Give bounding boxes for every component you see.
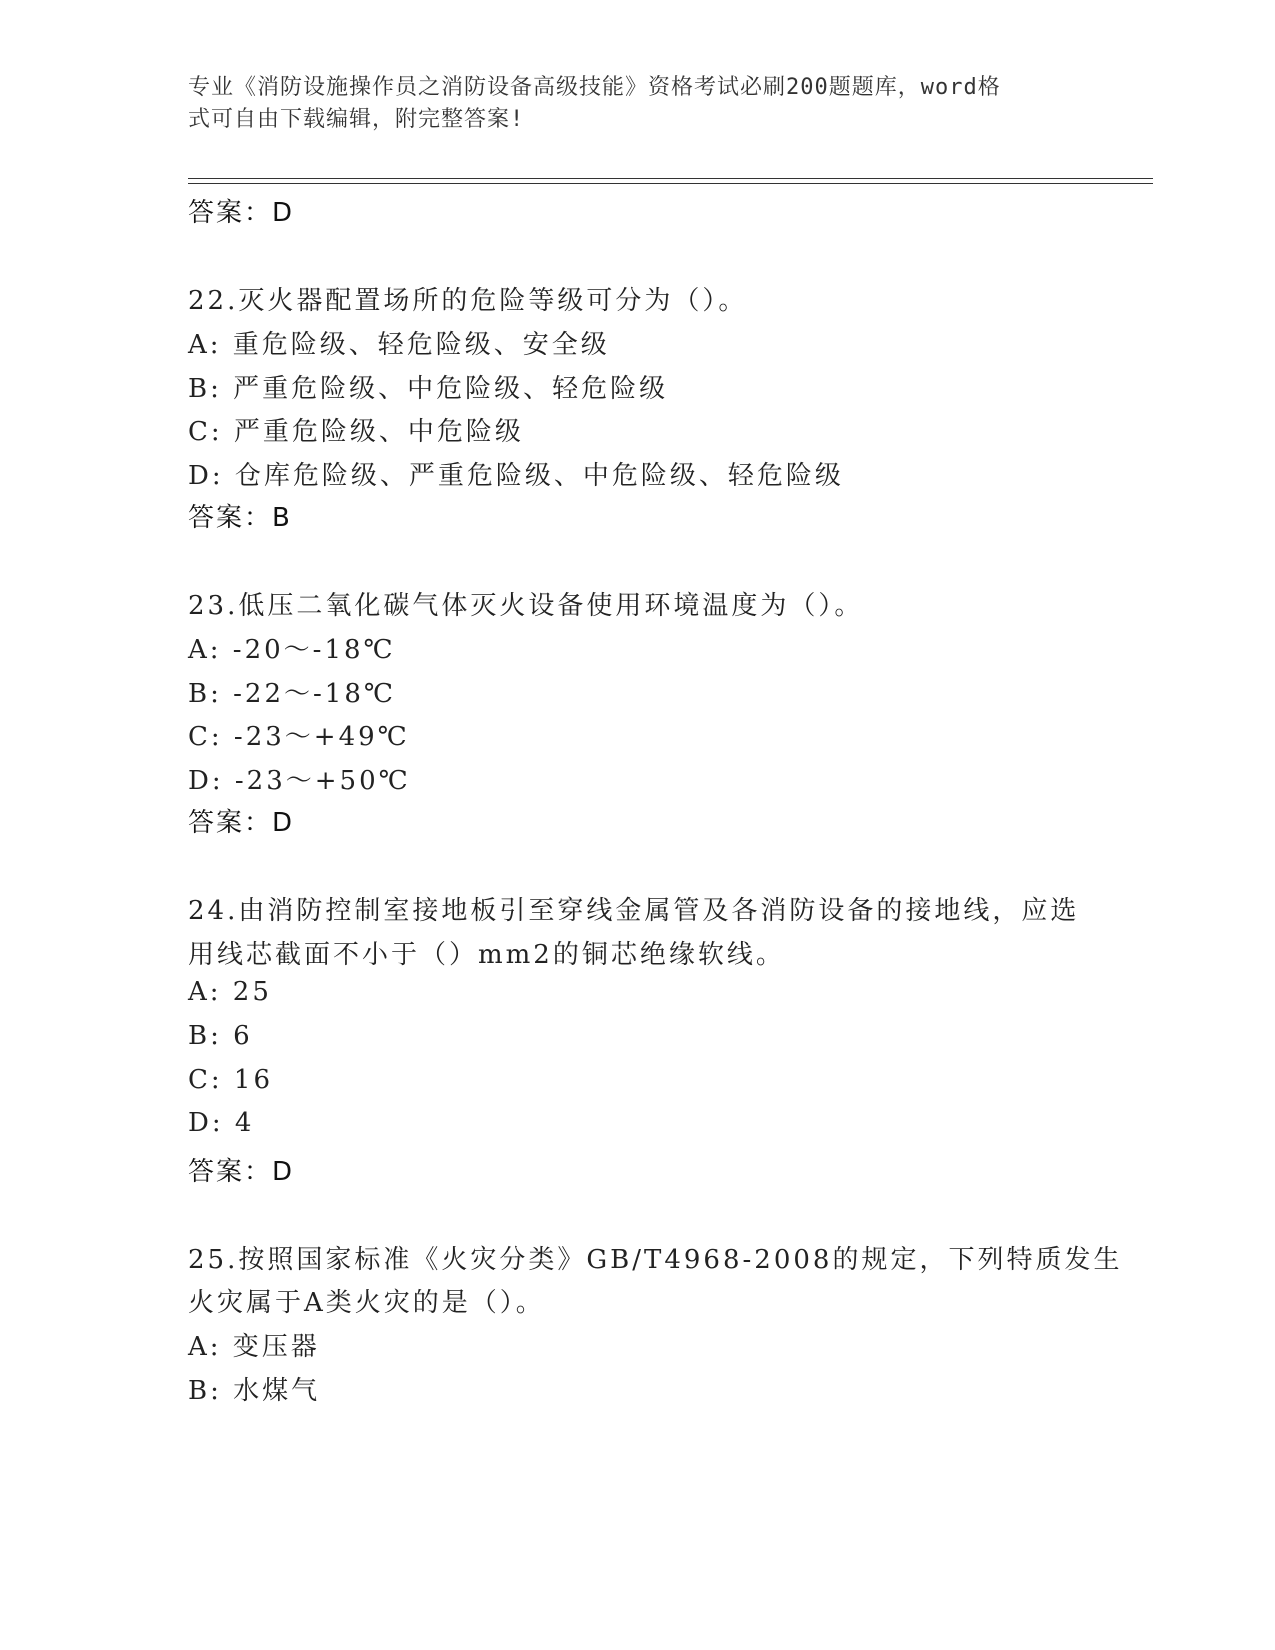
question-24-line-2: 用线芯截面不小于（）mm2的铜芯绝缘软线。 [188,940,785,970]
answer-value: B [272,503,292,533]
question-24-line-1: 24.由消防控制室接地板引至穿线金属管及各消防设备的接地线，应选 [188,896,1080,926]
option-22-b: B: 严重危险级、中危险级、轻危险级 [188,374,669,404]
document-header [188,72,1088,136]
answer-q21 [188,192,294,229]
question-25-line-2: 火灾属于A类火灾的是（）。 [188,1288,545,1318]
header-line-1: 专业《消防设施操作员之消防设备高级技能》资格考试必刷200题题库，word格 [188,75,1001,100]
option-22-d: D: 仓库危险级、严重危险级、中危险级、轻危险级 [188,461,844,491]
answer-value: D [272,1157,295,1187]
option-23-a: A: -20～-18℃ [188,635,396,665]
answer-q23 [188,802,294,839]
option-24-c: C: 16 [188,1065,274,1095]
question-22: 22.灭火器配置场所的危险等级可分为（）。 [188,286,748,316]
option-23-d: D: -23～+50℃ [188,766,411,796]
option-23-b: B: -22～-18℃ [188,679,396,709]
answer-value: D [272,808,295,838]
answer-q24 [188,1151,294,1188]
answer-label: 答案： [188,808,273,838]
option-24-b: B: 6 [188,1021,253,1051]
option-24-a: A: 25 [188,977,272,1007]
header-divider-top [188,178,1153,179]
header-divider-bottom [188,183,1153,184]
answer-q22 [188,497,292,534]
option-23-c: C: -23～+49℃ [188,722,410,752]
question-25-line-1: 25.按照国家标准《火灾分类》GB/T4968-2008的规定，下列特质发生 [188,1245,1123,1275]
option-22-a: A: 重危险级、轻危险级、安全级 [188,330,610,360]
answer-label: 答案： [188,198,273,228]
header-line-2: 式可自由下载编辑，附完整答案! [188,107,525,132]
option-25-a: A: 变压器 [188,1332,320,1362]
option-24-d: D: 4 [188,1108,255,1138]
option-22-c: C: 严重危险级、中危险级 [188,417,524,447]
question-23: 23.低压二氧化碳气体灭火设备使用环境温度为（）。 [188,591,864,621]
answer-label: 答案： [188,503,273,533]
answer-label: 答案： [188,1157,273,1187]
answer-value: D [272,198,295,228]
option-25-b: B: 水煤气 [188,1376,321,1406]
